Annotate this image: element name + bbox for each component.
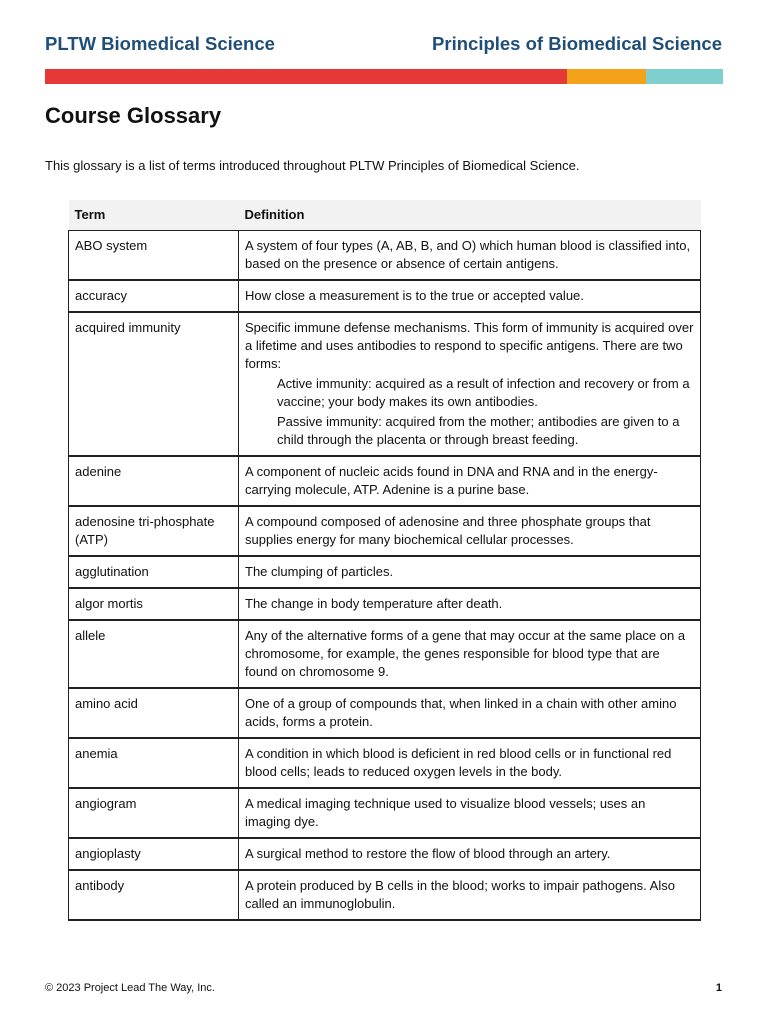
glossary-definition: Any of the alternative forms of a gene that may occur at the same place on a chromosome, for example, the genes responsible for blood type that are found on chromosome 9. [245, 628, 686, 679]
glossary-term: algor mortis [69, 588, 239, 620]
page-number: 1 [715, 982, 722, 994]
glossary-term: adenine [69, 456, 239, 506]
glossary-definition: How close a measurement is to the true or accepted value. [245, 288, 584, 303]
table-row [69, 738, 701, 788]
glossary-definition-cell [239, 506, 701, 556]
glossary-definition-cell [239, 838, 701, 870]
term-column-header: Term [69, 200, 239, 231]
color-bar-orange-segment [567, 69, 646, 84]
glossary-term: adenosine tri-phosphate (ATP) [69, 506, 239, 556]
glossary-definition-cell [239, 231, 701, 281]
glossary-table [68, 200, 701, 921]
color-bar-teal-segment [646, 69, 723, 84]
glossary-term: acquired immunity [69, 312, 239, 456]
glossary-definition-cell [239, 456, 701, 506]
table-row [69, 838, 701, 870]
glossary-definition-cell [239, 556, 701, 588]
table-row [69, 620, 701, 688]
table-row [69, 688, 701, 738]
definition-column-header: Definition [239, 200, 701, 231]
page-title: Course Glossary [45, 103, 222, 128]
glossary-term: ABO system [69, 231, 239, 281]
glossary-term: amino acid [69, 688, 239, 738]
glossary-definition-cell [239, 280, 701, 312]
glossary-term: agglutination [69, 556, 239, 588]
glossary-definition: The change in body temperature after death. [245, 596, 503, 611]
glossary-definition: A condition in which blood is deficient in red blood cells or in functional red blood cells; leads to reduced oxygen levels in the body. [245, 746, 672, 779]
table-row [69, 280, 701, 312]
glossary-definition-cell [239, 788, 701, 838]
glossary-definition: A compound composed of adenosine and three phosphate groups that supplies energy for many biochemical cellular processes. [245, 514, 651, 547]
glossary-term: angiogram [69, 788, 239, 838]
table-row [69, 556, 701, 588]
glossary-term: accuracy [69, 280, 239, 312]
table-row [69, 788, 701, 838]
table-row [69, 506, 701, 556]
table-row [69, 588, 701, 620]
intro-text: This glossary is a list of terms introduced throughout PLTW Principles of Biomedical Science. [45, 158, 580, 173]
glossary-definition-cell [239, 738, 701, 788]
glossary-definition-cell [239, 688, 701, 738]
glossary-definition-cell [239, 312, 701, 456]
glossary-definition-cell [239, 620, 701, 688]
table-row [69, 456, 701, 506]
glossary-definition: The clumping of particles. [245, 564, 394, 579]
glossary-body [69, 231, 701, 921]
glossary-definition: Specific immune defense mechanisms. This form of immunity is acquired over a lifetime and uses antibodies to respond to specific antigens. There are two forms: [245, 320, 694, 371]
glossary-definition: One of a group of compounds that, when linked in a chain with other amino acids, forms a protein. [245, 696, 677, 729]
glossary-definition: A component of nucleic acids found in DNA and RNA and in the energy-carrying molecule, ATP. Adenine is a purine base. [245, 464, 658, 497]
glossary-definition-cell [239, 588, 701, 620]
table-row [69, 312, 701, 456]
footer-copyright: © 2023 Project Lead The Way, Inc. [45, 982, 215, 994]
glossary-term: anemia [69, 738, 239, 788]
glossary-definition: A system of four types (A, AB, B, and O) which human blood is classified into, based on the presence or absence of certain antigens. [245, 238, 691, 271]
glossary-term: antibody [69, 870, 239, 920]
header-color-bar [45, 69, 723, 84]
definition-subitem: Active immunity: acquired as a result of infection and recovery or from a vaccine; your body makes its own antibodies. [277, 376, 690, 409]
glossary-term: angioplasty [69, 838, 239, 870]
table-row [69, 870, 701, 920]
table-header-row [69, 200, 701, 231]
header-left-title: PLTW Biomedical Science [45, 33, 275, 54]
glossary-definition-cell [239, 870, 701, 920]
glossary-term: allele [69, 620, 239, 688]
glossary-definition: A surgical method to restore the flow of blood through an artery. [245, 846, 611, 861]
header-right-title: Principles of Biomedical Science [432, 33, 722, 54]
table-row [69, 231, 701, 281]
definition-subitem: Passive immunity: acquired from the mother; antibodies are given to a child through the placenta or through breast feeding. [277, 414, 680, 447]
color-bar-red-segment [45, 69, 567, 84]
glossary-definition: A protein produced by B cells in the blood; works to impair pathogens. Also called an immunoglobulin. [245, 878, 675, 911]
glossary-definition: A medical imaging technique used to visualize blood vessels; uses an imaging dye. [245, 796, 646, 829]
